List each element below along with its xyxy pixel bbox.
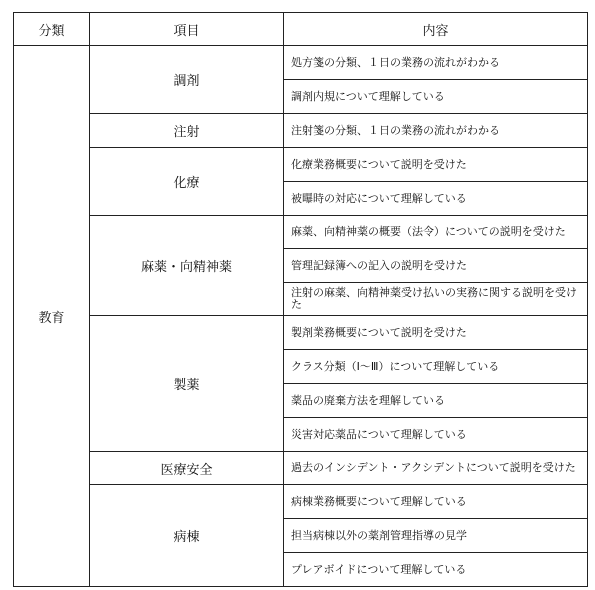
header-item: 項目: [90, 13, 284, 46]
content-cell: 化療業務概要について説明を受けた: [284, 148, 588, 182]
item-cell: 病棟: [90, 485, 284, 587]
content-cell: 病棟業務概要について理解している: [284, 485, 588, 519]
item-cell: 医療安全: [90, 452, 284, 485]
item-cell: 製薬: [90, 316, 284, 452]
header-row: [14, 13, 588, 46]
content-cell: 被曝時の対応について理解している: [284, 182, 588, 216]
content-cell: プレアボイドについて理解している: [284, 553, 588, 587]
content-cell: 管理記録簿への記入の説明を受けた: [284, 249, 588, 283]
table-row: [14, 114, 588, 148]
education-checklist-table: [13, 12, 588, 587]
content-cell: 製剤業務概要について説明を受けた: [284, 316, 588, 350]
content-cell: 薬品の廃棄方法を理解している: [284, 384, 588, 418]
content-cell: 処方箋の分類、１日の業務の流れがわかる: [284, 46, 588, 80]
content-cell: 麻薬、向精神薬の概要（法令）についての説明を受けた: [284, 216, 588, 249]
content-cell: 担当病棟以外の薬剤管理指導の見学: [284, 519, 588, 553]
content-cell: 注射箋の分類、１日の業務の流れがわかる: [284, 114, 588, 148]
table-row: [14, 485, 588, 519]
category-cell: 教育: [14, 46, 90, 587]
content-cell: 過去のインシデント・アクシデントについて説明を受けた: [284, 452, 588, 485]
content-cell: 注射の麻薬、向精神薬受け払いの実務に関する説明を受けた: [284, 283, 588, 316]
header-content: 内容: [284, 13, 588, 46]
item-cell: 化療: [90, 148, 284, 216]
content-cell: クラス分類（Ⅰ～Ⅲ）について理解している: [284, 350, 588, 384]
item-cell: 調剤: [90, 46, 284, 114]
table-row: [14, 148, 588, 182]
table-row: [14, 316, 588, 350]
table-row: [14, 216, 588, 249]
content-cell: 調剤内規について理解している: [284, 80, 588, 114]
header-category: 分類: [14, 13, 90, 46]
item-cell: 注射: [90, 114, 284, 148]
item-cell: 麻薬・向精神薬: [90, 216, 284, 316]
table-row: [14, 452, 588, 485]
table-row: [14, 46, 588, 80]
content-cell: 災害対応薬品について理解している: [284, 418, 588, 452]
